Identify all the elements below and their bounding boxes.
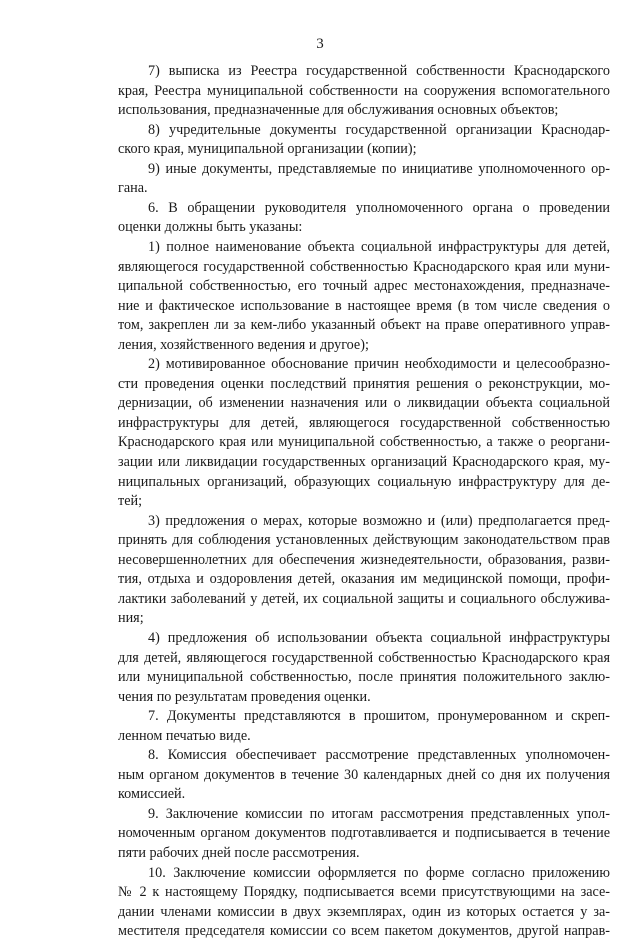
text-line: ниципальных организаций, образующих социальную инфраструктуру для де- [118,473,610,490]
text-line: местителя председателя комиссии со всем пакетом документов, другой направ- [118,923,610,940]
text-line: дернизации, об изменении назначения или о ликвидации объекта социальной [118,395,610,412]
text-line: чения по результатам проведения оценки. [118,688,371,705]
text-line: 1) полное наименование объекта социальной инфраструктуры для детей, [148,238,610,255]
text-line: 7. Документы представляются в прошитом, пронумерованном и скреп- [148,708,610,725]
text-line: пяти рабочих дней после рассмотрения. [118,845,360,861]
text-line: 7) выписка из Реестра государственной собственности Краснодарского [148,63,610,79]
text-line: инфраструктуры для детей, являющегося государственной собственностью [118,414,610,431]
text-line: гана. [118,180,148,197]
text-line: ленном печатью виде. [118,727,251,744]
text-line: сти проведения оценки последствий принятия решения о реконструкции, мо- [118,375,610,392]
text-line: тия, отдыха и оздоровления детей, оказания им медицинской помощи, профи- [118,571,610,588]
text-line: ние и фактическое использование в настоящее время (в том числе сведения о [118,297,610,314]
text-line: принять для соблюдения установленных действующим законодательством прав [118,532,610,549]
text-line: лактики заболеваний у детей, их социальной защиты и социального обслужива- [118,590,610,607]
text-line: 4) предложения об использовании объекта социальной инфраструктуры [148,629,610,646]
text-line: комиссией. [118,786,186,803]
text-line: ципальной собственностью, его точный адрес местонахождения, предназначе- [118,278,610,295]
text-line: 8. Комиссия обеспечивает рассмотрение представленных уполномочен- [148,747,610,764]
document-body [118,62,610,942]
text-line: края, Реестра муниципальной собственности на сооружения вспомогательного [118,82,610,99]
text-line: 2) мотивированное обоснование причин необходимости и целесообразно- [148,356,610,373]
text-line: зации или ликвидации государственных организаций Краснодарского края, му- [118,454,610,470]
text-line: оценки должны быть указаны: [118,219,303,236]
text-line: ления, хозяйственного ведения и другое); [118,336,369,353]
text-line: для детей, являющегося государственной собственностью Краснодарского края [118,649,610,666]
text-line: тей; [118,493,143,510]
text-line: 6. В обращении руководителя уполномоченного органа о проведении [148,199,610,216]
text-line: 3) предложения о мерах, которые возможно и (или) предполагается пред- [148,512,610,529]
text-line: № 2 к настоящему Порядку, подписывается всеми присутствующими на засе- [118,884,610,901]
text-line: использования, предназначенные для обслуживания основных объектов; [118,102,559,119]
text-line: номоченным органом документов подготавливается и подписывается в течение [118,825,610,842]
text-line: Краснодарского края или муниципальной собственностью, а также о реоргани- [118,434,610,451]
text-line: 9) иные документы, представляемые по инициативе уполномоченного ор- [148,160,610,177]
text-line: дании членами комиссии в двух экземплярах, один из которых остается у за- [118,903,610,920]
page-number: 3 [316,36,324,52]
text-line: 10. Заключение комиссии оформляется по форме согласно приложению [148,864,610,881]
text-line: ным органом документов в течение 30 календарных дней со дня их получения [118,766,610,783]
text-line: являющегося государственной собственностью Краснодарского края или муни- [118,258,610,275]
text-line: том, закреплен ли за кем-либо указанный объект на праве оперативного управ- [118,317,610,334]
text-line: 9. Заключение комиссии по итогам рассмотрения представленных упол- [148,805,610,822]
text-line: несовершеннолетних для обеспечения жизнедеятельности, образования, разви- [118,551,610,568]
text-line: ского края, муниципальной организации (копии); [118,141,417,158]
text-line: или муниципальной собственностью, после принятия положительного заклю- [118,669,610,686]
text-line: ния; [118,610,144,627]
text-line: 8) учредительные документы государственной организации Краснодар- [148,121,610,138]
